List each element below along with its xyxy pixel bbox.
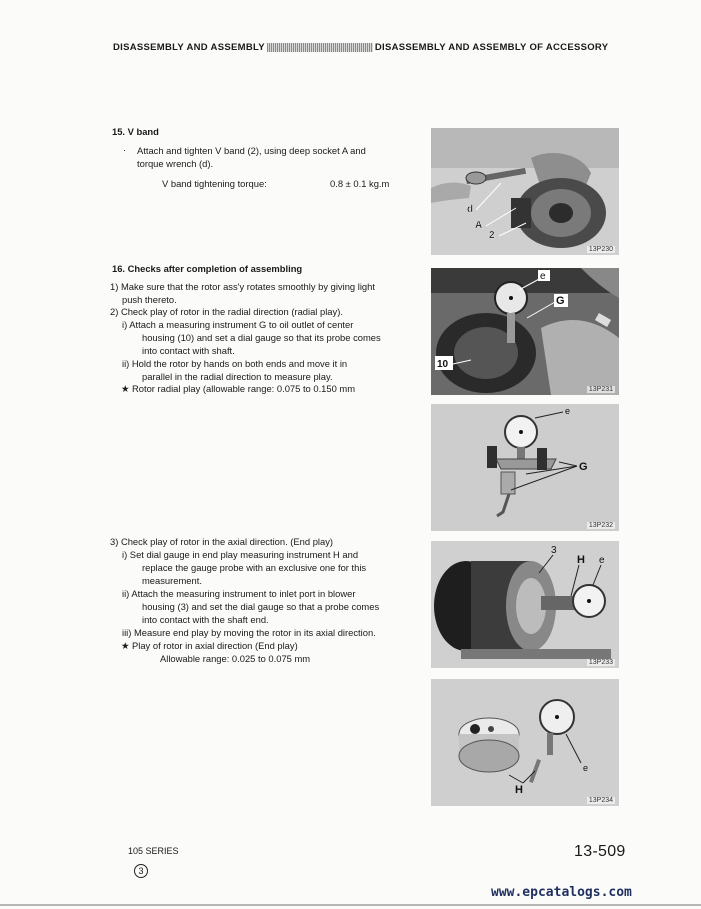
photo1-code: 13P230 (588, 246, 613, 253)
step15-title: 15. V band (112, 126, 159, 137)
item3-heading: 3) Check play of rotor in the axial direction. (End play) (110, 536, 334, 547)
item3-ii-line3: into contact with the shaft end. (142, 614, 269, 625)
item1-line2: push thereto. (122, 294, 177, 305)
torque-label: V band tightening torque: (162, 178, 267, 189)
step16-title: 16. Checks after completion of assembling (112, 263, 303, 274)
bullet-icon: · (123, 144, 127, 155)
item1-line1: 1) Make sure that the rotor ass'y rotates smoothly by giving light (110, 281, 375, 292)
instrument-g-photo-illustration (431, 404, 619, 531)
photo3-label-e: e (565, 406, 571, 416)
torque-value: 0.8 ± 0.1 kg.m (330, 178, 390, 189)
item2-ii-line1: ii) Hold the rotor by hands on both ends and move it in (122, 358, 348, 369)
photo4-code: 13P233 (588, 659, 613, 666)
radial-play-photo-illustration (431, 268, 619, 395)
photo-vband-tightening (431, 128, 619, 255)
end-play-note: ★ Play of rotor in axial direction (End play) (121, 640, 298, 651)
end-play-range: Allowable range: 0.025 to 0.075 mm (160, 653, 311, 664)
photo1-label-d: d (467, 204, 474, 215)
page-number: 13-509 (574, 843, 626, 860)
item3-iii: iii) Measure end play by moving the rotor in its axial direction. (122, 627, 376, 638)
photo5-code: 13P234 (588, 797, 613, 804)
item3-i-line1: i) Set dial gauge in end play measuring instrument H and (122, 549, 359, 560)
photo1-label-2: 2 (489, 230, 495, 241)
vband-photo-illustration (431, 128, 619, 255)
photo4-label-e: e (599, 555, 605, 566)
instrument-h-photo-illustration (431, 679, 619, 806)
photo-radial-play (431, 268, 619, 395)
header-hatch-divider (267, 43, 373, 52)
item2-i-line1: i) Attach a measuring instrument G to oil outlet of center (122, 319, 354, 330)
photo2-label-e: e (540, 271, 546, 282)
header-section-title: DISASSEMBLY AND ASSEMBLY (113, 41, 265, 53)
item2-ii-line2: parallel in the radial direction to measure play. (142, 371, 333, 382)
photo4-label-h: H (577, 554, 585, 566)
item3-ii-line2: housing (3) and set the dial gauge so that a probe comes (142, 601, 380, 612)
item3-i-line3: measurement. (142, 575, 202, 586)
item3-i-line2: replace the gauge probe with an exclusive one for this (142, 562, 367, 573)
photo-measuring-instrument-g (431, 404, 619, 531)
photo-end-play-instrument-h (431, 679, 619, 806)
photo1-label-a: A (475, 220, 483, 231)
photo2-label-10: 10 (437, 359, 449, 370)
bottom-rule (0, 904, 701, 906)
end-play-photo-illustration (431, 541, 619, 668)
photo4-label-3: 3 (551, 545, 557, 556)
item2-i-line3: into contact with shaft. (142, 345, 235, 356)
photo5-label-e: e (583, 763, 589, 773)
photo-end-play-setup (431, 541, 619, 668)
photo5-label-h: H (515, 784, 523, 796)
item2-heading: 2) Check play of rotor in the radial direction (radial play). (110, 306, 343, 317)
radial-play-note: ★ Rotor radial play (allowable range: 0.075 to 0.150 mm (121, 383, 356, 394)
revision-badge: 3 (134, 864, 148, 878)
photo2-code: 13P231 (588, 386, 613, 393)
footer-series: 105 SERIES (128, 846, 179, 856)
photo3-label-g: G (579, 461, 588, 473)
photo3-code: 13P232 (588, 522, 613, 529)
step15-line2: torque wrench (d). (137, 158, 214, 169)
item2-i-line2: housing (10) and set a dial gauge so that its probe comes (142, 332, 381, 343)
item3-ii-line1: ii) Attach the measuring instrument to inlet port in blower (122, 588, 356, 599)
photo2-label-g: G (556, 295, 565, 307)
watermark-link[interactable]: www.epcatalogs.com (491, 885, 632, 900)
page-header (113, 40, 623, 54)
step15-line1: Attach and tighten V band (2), using deep socket A and (137, 145, 366, 156)
header-subsection-title: DISASSEMBLY AND ASSEMBLY OF ACCESSORY (374, 41, 609, 53)
